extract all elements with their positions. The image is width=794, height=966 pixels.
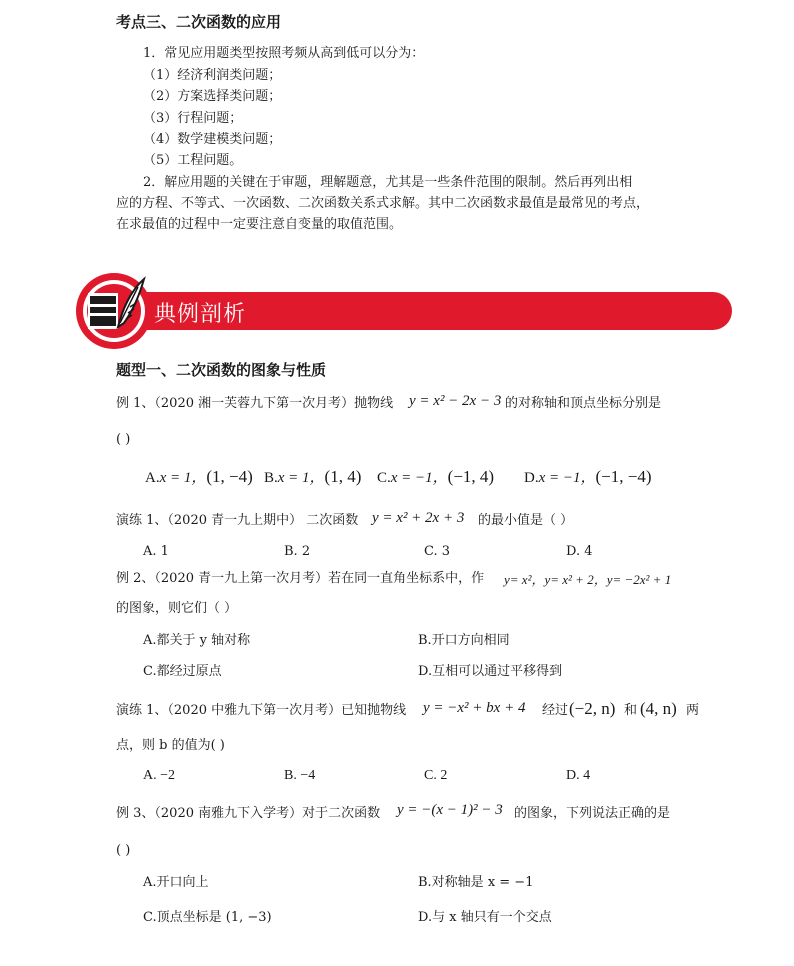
- option-eq: x = 1，: [277, 470, 325, 486]
- option-d: D.与 x 轴只有一个交点: [418, 910, 552, 925]
- option-c: [377, 466, 494, 487]
- example-2-equations: y= x²，y= x² + 2，y= −2x² + 1: [504, 572, 672, 587]
- paragraph-1: 1．常见应用题类型按照考频从高到低可以分为：: [143, 46, 425, 61]
- option-b: B.对称轴是 x = −1: [418, 875, 534, 890]
- paragraph-2-line: 应的方程、不等式、一次函数、二次函数关系式求解。其中二次函数求最值是最常见的考点，: [116, 196, 650, 211]
- example-3-equation: y = −(x − 1)² − 3: [397, 802, 503, 818]
- example-2-prefix: 例 2、（2020 青一九上第一次月考）若在同一直角坐标系中，作: [116, 571, 485, 586]
- option-c: C. 3: [424, 544, 451, 559]
- option-eq: x = −1，: [390, 470, 448, 486]
- drill-1b-mid: 经过: [542, 703, 569, 718]
- option-eq: x = −1，: [538, 470, 596, 486]
- point-2: (4, n): [640, 699, 677, 718]
- drill-1-suffix: 的最小值是（ ）: [478, 513, 574, 528]
- paragraph-2-line: 2．解应用题的关键在于审题，理解题意，尤其是一些条件范围的限制。然后再列出相: [143, 175, 633, 190]
- option-point: (1, 4): [324, 467, 362, 486]
- drill-1b-equation: y = −x² + bx + 4: [423, 700, 526, 716]
- option-b: B. 2: [284, 544, 311, 559]
- option-label: B.: [264, 470, 278, 486]
- example-1-suffix: 的对称轴和顶点坐标分别是: [505, 396, 662, 411]
- drill-1b-and: 和: [624, 703, 638, 718]
- list-item: （1）经济利润类问题；: [143, 68, 282, 83]
- option-a: A.都关于 y 轴对称: [143, 633, 251, 648]
- option-c: C.顶点坐标是 (1, −3): [143, 910, 272, 925]
- option-b: B.开口方向相同: [418, 633, 510, 648]
- point-1: (−2, n): [569, 699, 616, 718]
- answer-paren: ( ): [116, 843, 131, 858]
- example-1-prefix: 例 1、（2020 湘一芙蓉九下第一次月考）抛物线: [116, 396, 394, 411]
- list-item: （2）方案选择类问题；: [143, 89, 282, 104]
- option-point: (−1, 4): [447, 467, 495, 486]
- section-heading: 考点三、二次函数的应用: [116, 13, 282, 31]
- option-label: A.: [145, 470, 160, 486]
- option-eq: x = 1，: [159, 470, 207, 486]
- option-c: C.都经过原点: [143, 664, 222, 679]
- option-label: D.: [524, 470, 539, 486]
- type-heading: 题型一、二次函数的图象与性质: [116, 361, 327, 379]
- option-point: (−1, −4): [595, 467, 652, 486]
- option-a: A. 1: [143, 544, 169, 559]
- quill-book-icon: [74, 271, 154, 351]
- option-a: A. −2: [143, 768, 176, 783]
- drill-1-equation: y = x² + 2x + 3: [372, 510, 465, 526]
- option-b: B. −4: [284, 768, 316, 783]
- option-d: D. 4: [566, 544, 593, 559]
- paragraph-2-line: 在求最值的过程中一定要注意自变量的取值范围。: [116, 217, 403, 232]
- option-d: D. 4: [566, 768, 591, 783]
- option-point: (1, −4): [206, 467, 253, 486]
- drill-1-prefix: 演练 1、（2020 青一九上期中） 二次函数: [116, 513, 359, 528]
- option-b: [264, 466, 361, 487]
- list-item: （4）数学建模类问题；: [143, 132, 282, 147]
- list-item: （5）工程问题。: [143, 153, 243, 168]
- option-c: C. 2: [424, 768, 448, 783]
- option-a: [145, 466, 253, 487]
- option-label: C.: [377, 470, 391, 486]
- list-item: （3）行程问题；: [143, 111, 243, 126]
- answer-paren: ( ): [116, 432, 131, 447]
- example-1-equation: y = x² − 2x − 3: [409, 393, 502, 409]
- option-d: [524, 466, 652, 487]
- option-d: D.互相可以通过平移得到: [418, 664, 563, 679]
- drill-1b-line2: 点，则 b 的值为( ): [116, 738, 225, 753]
- drill-1b-prefix: 演练 1、（2020 中雅九下第一次月考）已知抛物线: [116, 703, 407, 718]
- example-3-prefix: 例 3、（2020 南雅九下入学考）对于二次函数: [116, 806, 381, 821]
- option-a: A.开口向上: [143, 875, 209, 890]
- banner-title: 典例剖析: [154, 302, 247, 327]
- example-2-line2: 的图象，则它们（ ）: [116, 601, 238, 616]
- example-3-suffix: 的图象，下列说法正确的是: [514, 806, 671, 821]
- drill-1b-suffix: 两: [686, 703, 700, 718]
